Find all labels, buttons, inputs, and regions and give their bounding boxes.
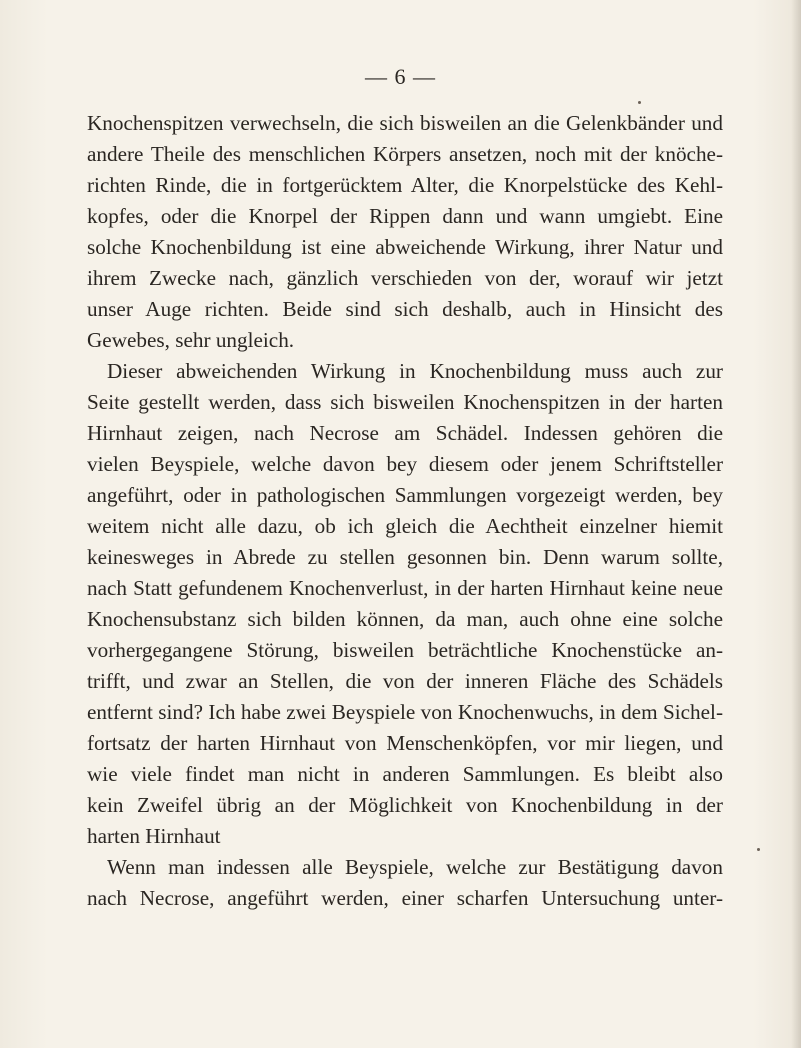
page-edge — [791, 0, 801, 1048]
text-line: Knochenspitzen verwechseln, die sich bisweilen an die Gelenkbänder und — [87, 111, 723, 135]
text-line: Knochensubstanz sich bilden können, da man, auch ohne eine solche — [87, 607, 723, 631]
text-line: andere Theile des menschlichen Körpers ansetzen, noch mit der knöche- — [87, 142, 723, 166]
print-speck — [757, 848, 760, 851]
text-line: harten Hirnhaut — [87, 824, 221, 848]
text-line: richten Rinde, die in fortgerücktem Alter, die Knorpelstücke des Kehl- — [87, 173, 723, 197]
paragraph-start: Wenn man indessen alle Beyspiele, welche zur Bestätigung davon — [107, 855, 723, 879]
body-text — [87, 108, 723, 914]
text-line: trifft, und zwar an Stellen, die von der inneren Fläche des Schädels — [87, 669, 723, 693]
text-line: Hirnhaut zeigen, nach Necrose am Schädel. Indessen gehören die — [87, 421, 723, 445]
text-line: Gewebes, sehr ungleich. — [87, 328, 295, 352]
paragraph-start: Dieser abweichenden Wirkung in Knochenbildung muss auch zur — [107, 359, 723, 383]
text-line: entfernt sind? Ich habe zwei Beyspiele von Knochenwuchs, in dem Sichel- — [87, 700, 723, 724]
text-line: nach Statt gefundenem Knochenverlust, in der harten Hirnhaut keine neue — [87, 576, 723, 600]
text-line: kopfes, oder die Knorpel der Rippen dann und wann umgiebt. Eine — [87, 204, 723, 228]
text-line: weitem nicht alle dazu, ob ich gleich die Aechtheit einzelner hiemit — [87, 514, 723, 538]
text-line: unser Auge richten. Beide sind sich deshalb, auch in Hinsicht des — [87, 297, 723, 321]
text-line: angeführt, oder in pathologischen Sammlungen vorgezeigt werden, bey — [87, 483, 723, 507]
text-line: nach Necrose, angeführt werden, einer scharfen Untersuchung unter- — [87, 886, 723, 910]
page-number: — 6 — — [365, 64, 436, 89]
text-line: solche Knochenbildung ist eine abweichende Wirkung, ihrer Natur und — [87, 235, 723, 259]
text-line: keinesweges in Abrede zu stellen gesonnen bin. Denn warum sollte, — [87, 545, 723, 569]
text-line: fortsatz der harten Hirnhaut von Menschenköpfen, vor mir liegen, und — [87, 731, 723, 755]
text-line: ihrem Zwecke nach, gänzlich verschieden von der, worauf wir jetzt — [87, 266, 723, 290]
print-speck — [638, 101, 641, 104]
text-line: vorhergegangene Störung, bisweilen beträchtliche Knochenstücke an- — [87, 638, 723, 662]
text-line: wie viele findet man nicht in anderen Sammlungen. Es bleibt also — [87, 762, 723, 786]
text-line: vielen Beyspiele, welche davon bey diesem oder jenem Schriftsteller — [87, 452, 723, 476]
text-line: Seite gestellt werden, dass sich bisweilen Knochenspitzen in der harten — [87, 390, 723, 414]
text-line: kein Zweifel übrig an der Möglichkeit von Knochenbildung in der — [87, 793, 723, 817]
